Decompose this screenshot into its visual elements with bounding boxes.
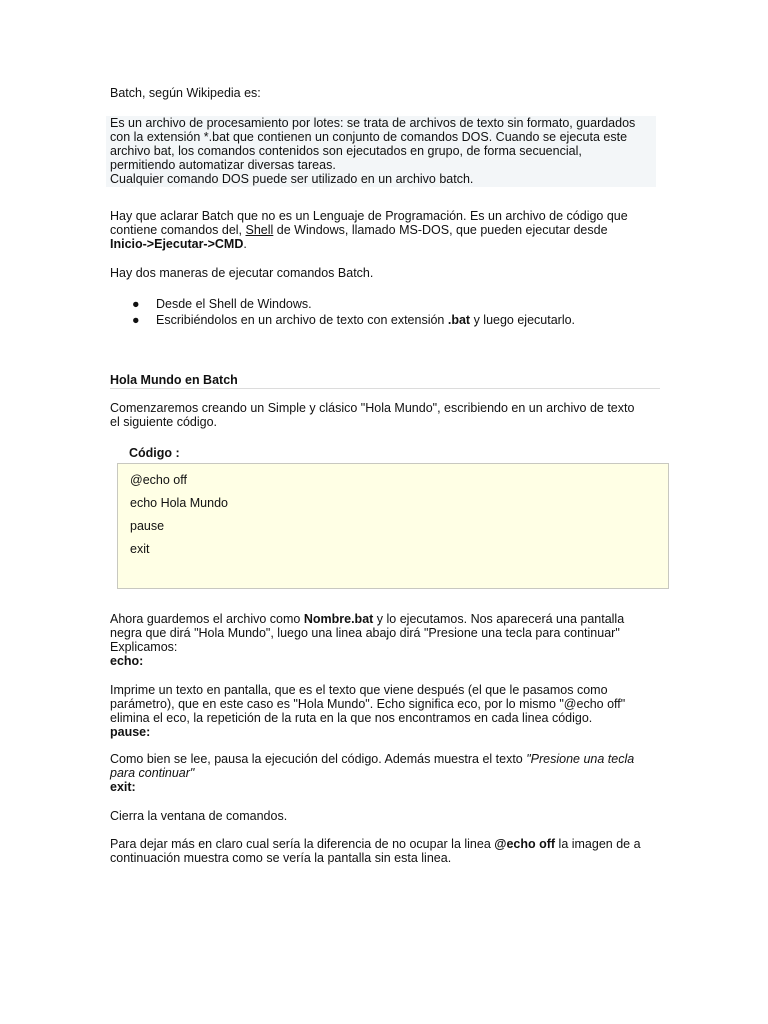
- echo-off-term: @echo off: [494, 837, 556, 851]
- shell-link[interactable]: Shell: [245, 223, 274, 237]
- paragraph-line: Hay que aclarar Batch que no es un Lenguaje de Programación. Es un archivo de código que: [110, 209, 628, 223]
- paragraph-line: [110, 766, 662, 780]
- paragraph-line: Comenzaremos creando un Simple y clásico "Hola Mundo", escribiendo en un archivo de texto: [110, 401, 635, 415]
- paragraph-save-file: [110, 612, 662, 668]
- term-heading-exit: [110, 780, 662, 794]
- list-item-text: Escribiéndolos en un archivo de texto con extensión: [156, 313, 448, 327]
- section-heading: Hola Mundo en Batch: [110, 373, 660, 389]
- list-item: [110, 313, 575, 329]
- code-label: Código :: [129, 446, 180, 460]
- code-line: echo Hola Mundo: [130, 496, 228, 510]
- code-line: @echo off: [130, 473, 187, 487]
- intro-text: Batch, según Wikipedia es:: [110, 86, 261, 100]
- text-run: Como bien se lee, pausa la ejecución del código. Además muestra el texto: [110, 752, 527, 766]
- text-run: de Windows, llamado MS-DOS, que pueden ejecutar desde: [273, 223, 608, 237]
- code-block: [117, 463, 669, 589]
- list-item-text: Desde el Shell de Windows.: [156, 297, 312, 311]
- term-heading-pause: [110, 725, 662, 739]
- filename: Nombre.bat: [303, 612, 374, 626]
- paragraph-echo-explanation: [110, 683, 662, 739]
- term-label: exit:: [110, 780, 136, 794]
- paragraph-line: [110, 237, 662, 251]
- quote-line: Es un archivo de procesamiento por lotes: se trata de archivos de texto sin formato, guardados: [110, 116, 636, 130]
- run-command-path: Inicio->Ejecutar->CMD: [110, 237, 244, 251]
- paragraph-echo-off-difference: [110, 837, 662, 865]
- quote-line: permitiendo automatizar diversas tareas.: [110, 158, 336, 172]
- paragraph-pause-explanation: [110, 752, 662, 794]
- paragraph-line: [110, 612, 662, 626]
- quote-line: Cualquier comando DOS puede ser utilizado en un archivo batch.: [110, 172, 474, 186]
- paragraph-exit-explanation: Cierra la ventana de comandos.: [110, 809, 288, 823]
- paragraph-line: el siguiente código.: [110, 415, 218, 429]
- paragraph-line: Imprime un texto en pantalla, que es el texto que viene después (el que le pasamos como: [110, 683, 608, 697]
- paragraph-line: [110, 223, 662, 237]
- quoted-message: para continuar": [110, 766, 195, 780]
- text-run: Ahora guardemos el archivo como: [110, 612, 304, 626]
- code-line: exit: [130, 542, 150, 556]
- quote-line: archivo bat, los comandos contenidos son ejecutados en grupo, de forma secuencial,: [110, 144, 582, 158]
- paragraph-hello-world-intro: [110, 401, 662, 429]
- bat-extension: .bat: [447, 313, 471, 327]
- quote-line: con la extensión *.bat que contienen un conjunto de comandos DOS. Cuando se ejecuta este: [110, 130, 628, 144]
- text-run: Para dejar más en claro cual sería la diferencia de no ocupar la linea: [110, 837, 495, 851]
- bullet-icon: ●: [132, 313, 140, 327]
- text-run: contiene comandos del,: [110, 223, 246, 237]
- text-run: la imagen de a: [555, 837, 641, 851]
- paragraph-line: elimina el eco, la repetición de la ruta en la que nos encontramos en cada linea código.: [110, 711, 593, 725]
- list-item: [110, 297, 575, 313]
- paragraph-line: [110, 837, 662, 851]
- text-run: y lo ejecutamos. Nos aparecerá una pantalla: [373, 612, 625, 626]
- paragraph-line: parámetro), que en este caso es "Hola Mundo". Echo significa eco, por lo mismo "@echo off": [110, 697, 626, 711]
- paragraph-line: Explicamos:: [110, 640, 178, 654]
- paragraph-not-a-language: [110, 209, 662, 251]
- term-label: pause:: [110, 725, 151, 739]
- paragraph-line: negra que dirá "Hola Mundo", luego una linea abajo dirá "Presione una tecla para continuar": [110, 626, 620, 640]
- paragraph-line: continuación muestra como se vería la pantalla sin esta linea.: [110, 851, 452, 865]
- paragraph-line: [110, 752, 662, 766]
- paragraph-two-ways: Hay dos maneras de ejecutar comandos Batch.: [110, 266, 374, 280]
- term-label: echo:: [110, 654, 144, 668]
- text-run: .: [243, 237, 247, 251]
- bullet-list: [110, 297, 575, 329]
- wikipedia-quote: [106, 116, 656, 187]
- list-item-text: y luego ejecutarlo.: [470, 313, 576, 327]
- term-heading-echo: [110, 654, 662, 668]
- quoted-message: "Presione una tecla: [526, 752, 635, 766]
- bullet-icon: ●: [132, 297, 140, 311]
- code-line: pause: [130, 519, 165, 533]
